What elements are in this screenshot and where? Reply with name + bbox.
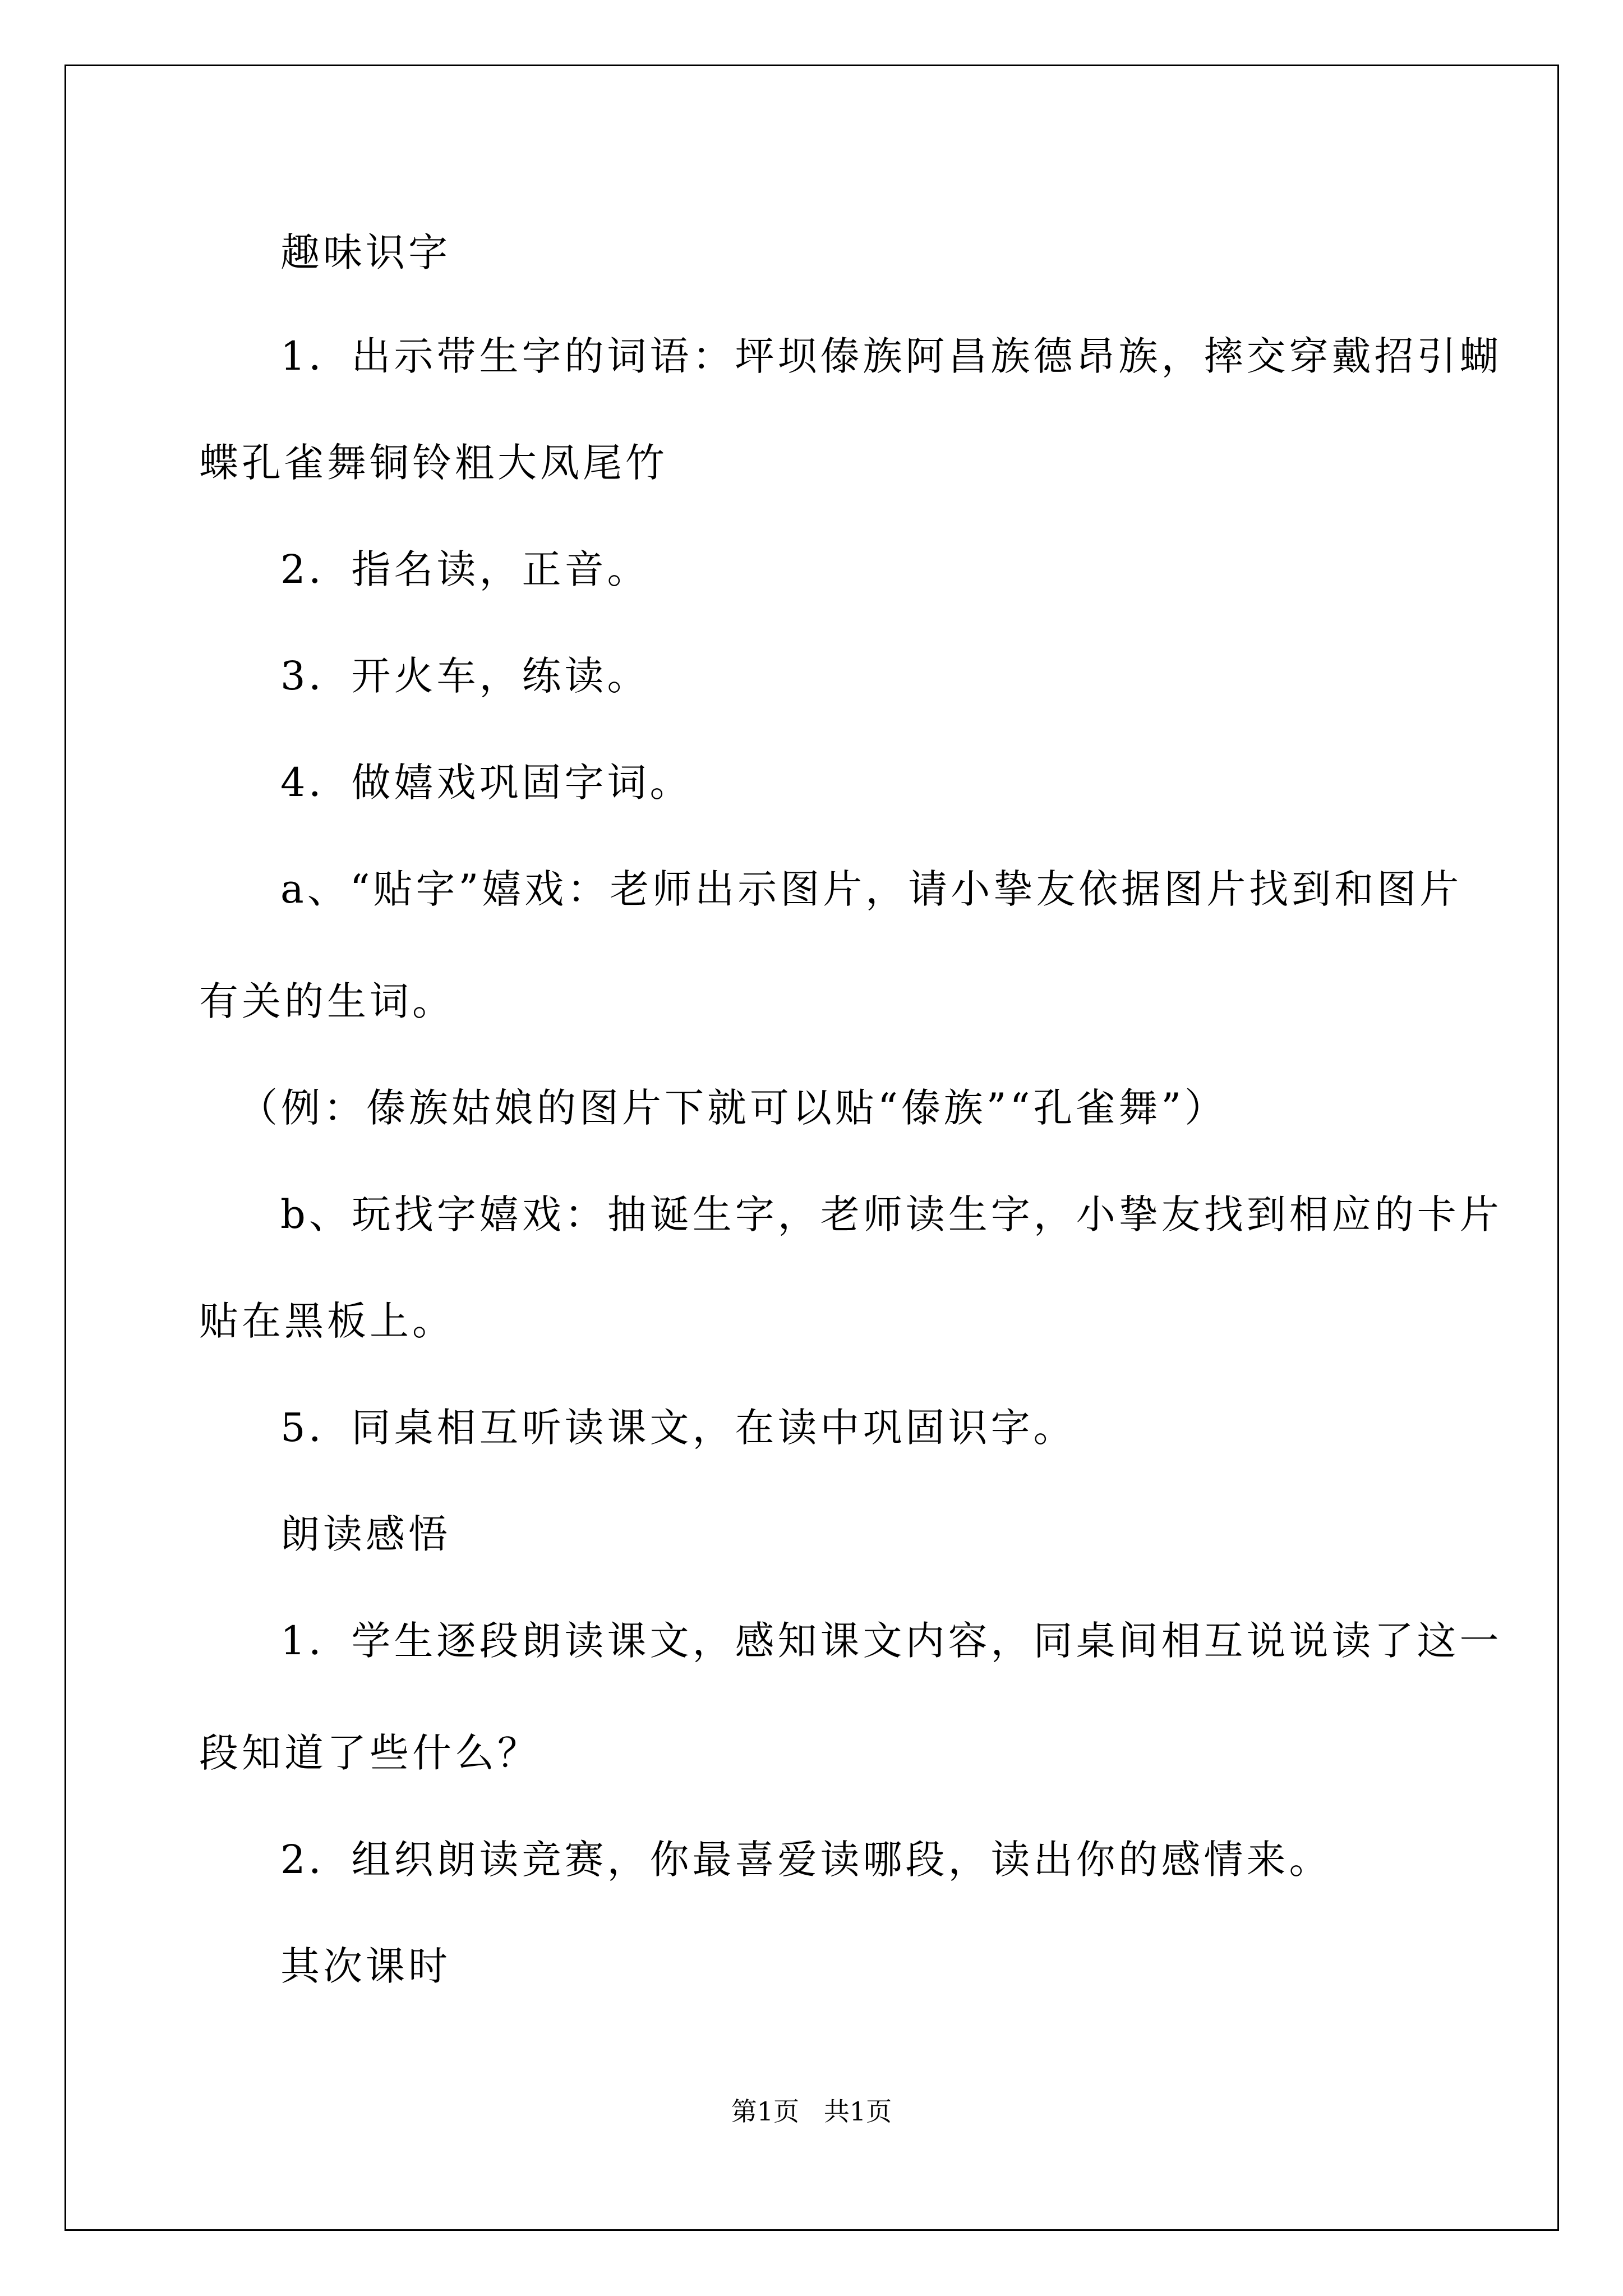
page-footer: 第1页 共1页	[731, 2096, 892, 2127]
heading-reading-perception: 朗读感悟	[280, 1511, 451, 1557]
heading-second-lesson: 其次课时	[280, 1943, 451, 1989]
paragraph-line: 2．组织朗读竞赛，你最喜爱读哪段，读出你的感情来。	[280, 1837, 1332, 1883]
paragraph-line: 1．学生逐段朗读课文，感知课文内容，同桌间相互说说读了这一	[280, 1618, 1502, 1664]
paragraph-line: 3．开火车，练读。	[280, 653, 650, 699]
paragraph-line: 蝶孔雀舞铜铃粗大凤尾竹	[199, 440, 668, 486]
paragraph-line: 贴在黑板上。	[199, 1298, 455, 1344]
paragraph-line: 段知道了些什么？	[199, 1730, 540, 1776]
heading-interesting-literacy: 趣味识字	[280, 229, 451, 275]
paragraph-line: 有关的生词。	[199, 978, 455, 1024]
paragraph-line: 4．做嬉戏巩固字词。	[280, 760, 693, 806]
paragraph-line: b、玩找字嬉戏：抽诞生字，老师读生字，小挚友找到相应的卡片	[280, 1191, 1502, 1237]
page-border	[64, 65, 1559, 2231]
paragraph-line: 5．同桌相互听读课文，在读中巩固识字。	[280, 1405, 1076, 1451]
paragraph-line: a、“贴字”嬉戏：老师出示图片，请小挚友依据图片找到和图片	[280, 866, 1463, 912]
paragraph-line: （例：傣族姑娘的图片下就可以贴“傣族”“孔雀舞”）	[238, 1085, 1228, 1131]
paragraph-line: 1．出示带生字的词语：坪坝傣族阿昌族德昂族，摔交穿戴招引蝴	[280, 333, 1502, 379]
paragraph-line: 2．指名读，正音。	[280, 546, 650, 592]
